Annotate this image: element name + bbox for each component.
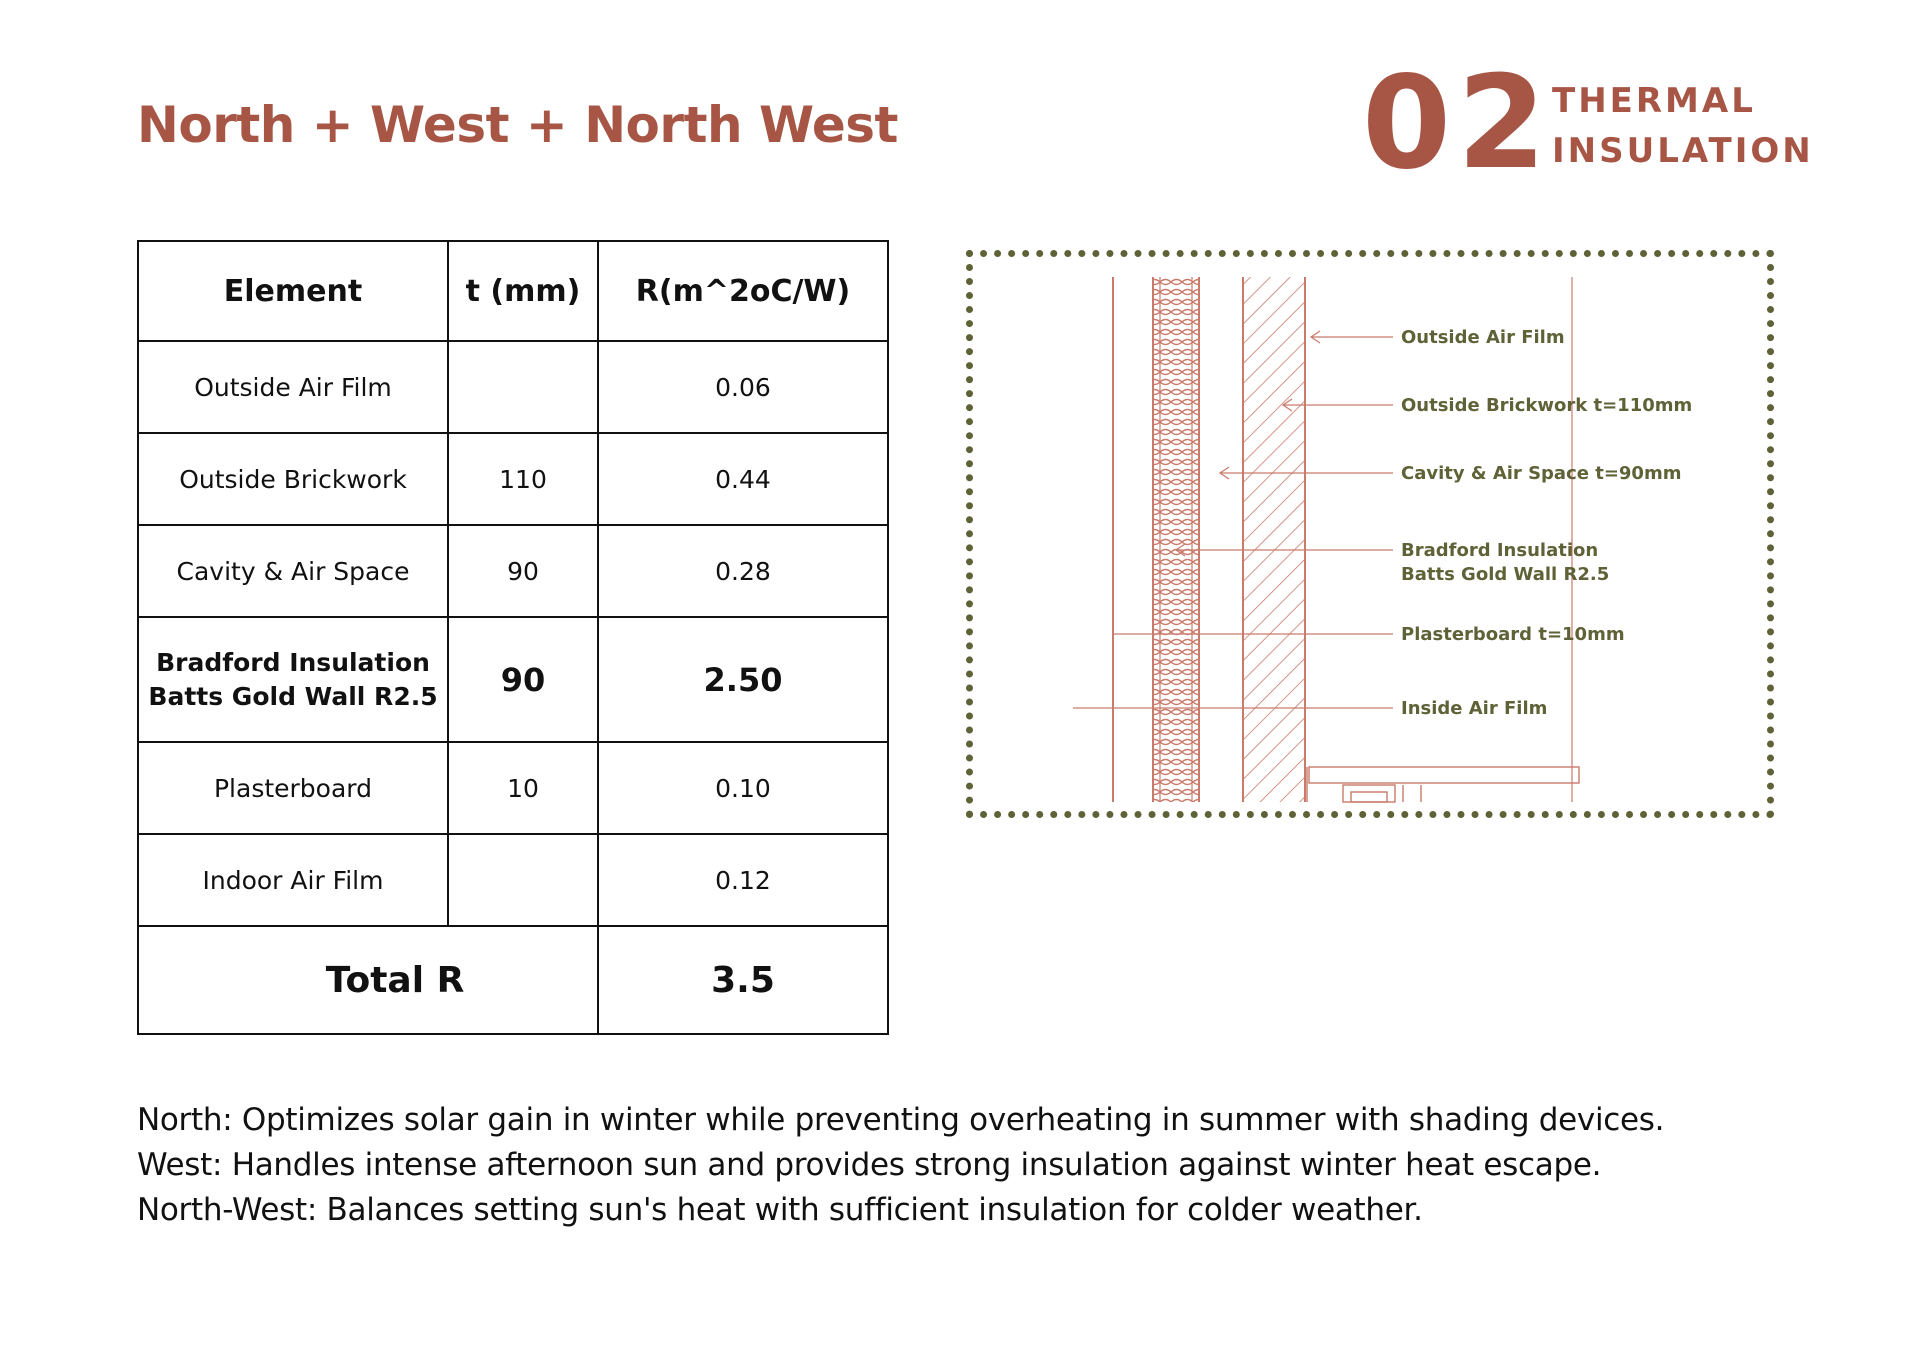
cell-thickness: 90 [448,525,598,617]
total-value: 3.5 [598,926,888,1034]
cell-r-value: 0.28 [598,525,888,617]
cell-r-value: 2.50 [598,617,888,742]
cell-thickness [448,341,598,433]
label-inside-air-film: Inside Air Film [1401,698,1548,719]
cell-element [138,617,448,742]
label-insulation-line2: Batts Gold Wall R2.5 [1401,564,1610,585]
brickwork [1243,277,1305,802]
wall-section-drawing [973,257,1767,811]
cell-element: Plasterboard [138,742,448,834]
label-cavity: Cavity & Air Space t=90mm [1401,463,1682,484]
cell-r-value: 0.12 [598,834,888,926]
section-number: 02 [1362,49,1553,198]
cell-thickness: 90 [448,617,598,742]
wall-section-diagram [966,250,1774,818]
cell-thickness [448,834,598,926]
footing-detail [1307,767,1579,802]
table-header-row [138,241,888,341]
cell-r-value: 0.10 [598,742,888,834]
label-plasterboard: Plasterboard t=10mm [1401,624,1625,645]
cell-element: Outside Brickwork [138,433,448,525]
table-row [138,742,888,834]
table-row-highlight [138,617,888,742]
insulation-batts [1153,277,1199,802]
cell-element: Cavity & Air Space [138,525,448,617]
table-row [138,834,888,926]
header-thickness: t (mm) [448,241,598,341]
r-value-table [137,240,889,1035]
cell-element-line1: Bradford Insulation [156,647,430,677]
cell-r-value: 0.44 [598,433,888,525]
cell-element: Indoor Air Film [138,834,448,926]
section-heading [1552,76,1814,176]
orientation-notes [137,1098,1664,1233]
cell-element-line2: Batts Gold Wall R2.5 [148,681,438,711]
label-outside-brickwork: Outside Brickwork t=110mm [1401,395,1693,416]
section-heading-line2: INSULATION [1552,131,1814,171]
table-row [138,341,888,433]
cell-element: Outside Air Film [138,341,448,433]
table-row [138,525,888,617]
note-north-west: North-West: Balances setting sun's heat with sufficient insulation for colder weather. [137,1192,1423,1228]
cell-r-value: 0.06 [598,341,888,433]
table-row [138,433,888,525]
label-outside-air-film: Outside Air Film [1401,327,1565,348]
header-r-value: R(m^2oC/W) [598,241,888,341]
label-insulation-line1: Bradford Insulation [1401,540,1599,561]
note-north: North: Optimizes solar gain in winter while preventing overheating in summer with shading devices. [137,1102,1665,1138]
total-label: Total R [138,926,598,1034]
table-total-row [138,926,888,1034]
section-heading-line1: THERMAL [1552,81,1756,121]
page-title: North + West + North West [137,96,898,154]
cell-thickness: 10 [448,742,598,834]
leader-lines [1073,331,1393,708]
header-element: Element [138,241,448,341]
cell-thickness: 110 [448,433,598,525]
note-west: West: Handles intense afternoon sun and provides strong insulation against winter heat escape. [137,1147,1602,1183]
